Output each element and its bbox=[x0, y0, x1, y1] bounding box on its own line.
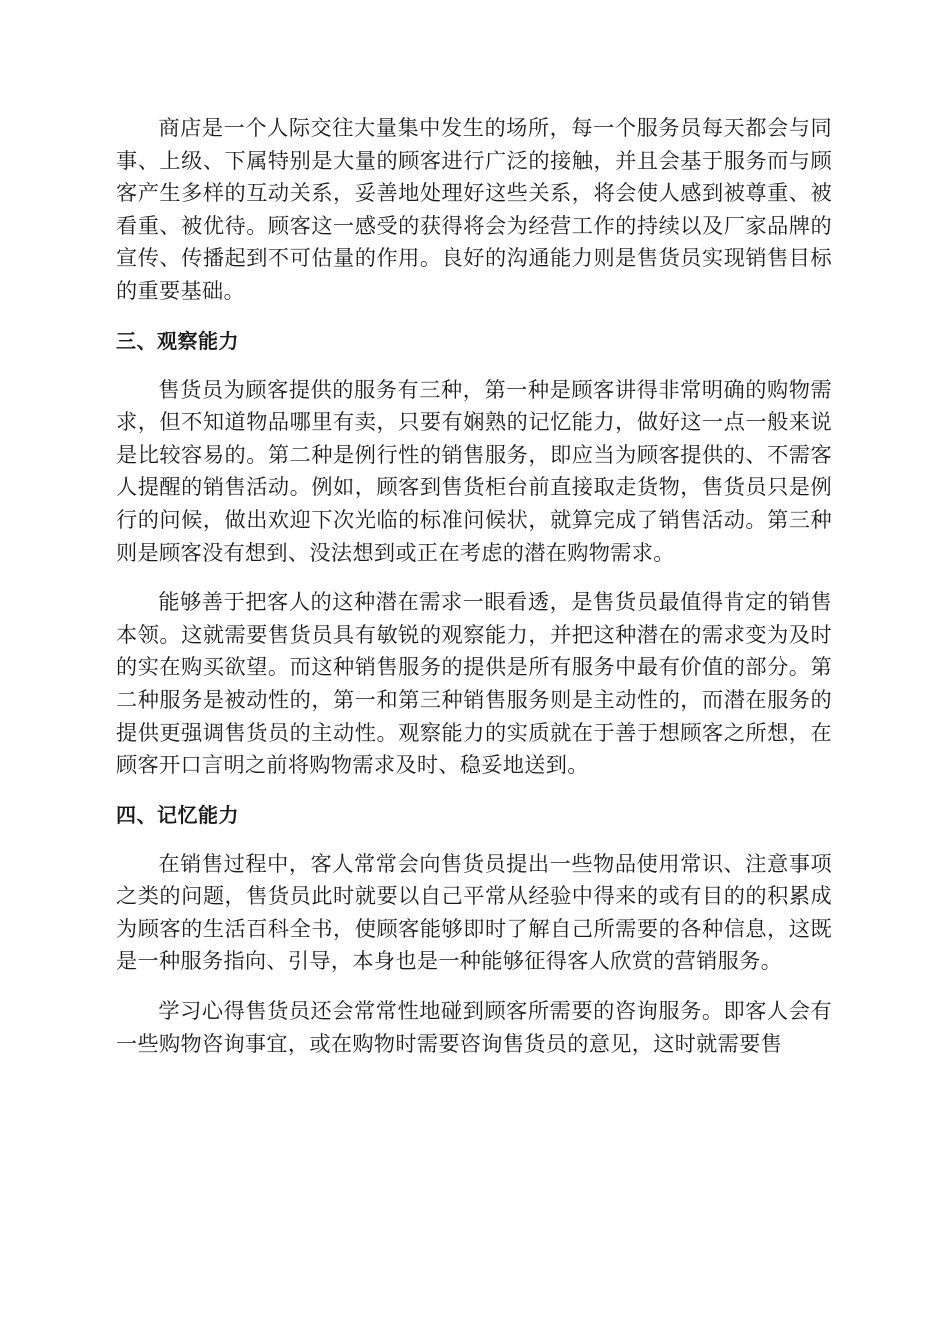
paragraph-memory-skill: 在销售过程中，客人常常会向售货员提出一些物品使用常识、注意事项之类的问题，售货员此时就要以自己平常从经验中得来的或有目的的积累成为顾客的生活百科全书，使顾客能够即时了解自己所需要的各种信息，这既是一种服务指向、引导，本身也是一种能够征得客人欣赏的营销服务。 bbox=[116, 850, 832, 974]
paragraph-observation-skill: 能够善于把客人的这种潜在需求一眼看透，是售货员最值得肯定的销售本领。这就需要售货员具有敏锐的观察能力，并把这种潜在的需求变为及时的实在购买欲望。而这种销售服务的提供是所有服务中最有价值的部分。第二种服务是被动性的，第一和第三种销售服务则是主动性的，而潜在服务的提供更强调售货员的主动性。观察能力的实质就在于善于想顾客之所想，在顾客开口言明之前将购物需求及时、稳妥地送到。 bbox=[116, 589, 832, 778]
paragraph-consulting: 学习心得售货员还会常常性地碰到顾客所需要的咨询服务。即客人会有一些购物咨询事宜，或在购物时需要咨询售货员的意见，这时就需要售 bbox=[116, 998, 832, 1056]
section-heading-observation: 三、观察能力 bbox=[116, 328, 239, 353]
paragraph-communication: 商店是一个人际交往大量集中发生的场所，每一个服务员每天都会与同事、上级、下属特别是大量的顾客进行广泛的接触，并且会基于服务而与顾客产生多样的互动关系，妥善地处理好这些关系，将会使人感到被尊重、被看重、被优待。顾客这一感受的获得将会为经营工作的持续以及厂家品牌的宣传、传播起到不可估量的作用。良好的沟通能力则是售货员实现销售目标的重要基础。 bbox=[116, 115, 832, 303]
section-heading-memory: 四、记忆能力 bbox=[116, 802, 239, 827]
paragraph-service-types: 售货员为顾客提供的服务有三种，第一种是顾客讲得非常明确的购物需求，但不知道物品哪里有卖，只要有娴熟的记忆能力，做好这一点一般来说是比较容易的。第二种是例行性的销售服务，即应当为顾客提供的、不需客人提醒的销售活动。例如，顾客到售货柜台前直接取走货物，售货员只是例行的问候，做出欢迎下次光临的标准问候状，就算完成了销售活动。第三种则是顾客没有想到、没法想到或正在考虑的潜在购物需求。 bbox=[116, 376, 832, 565]
document-body bbox=[116, 112, 832, 1077]
